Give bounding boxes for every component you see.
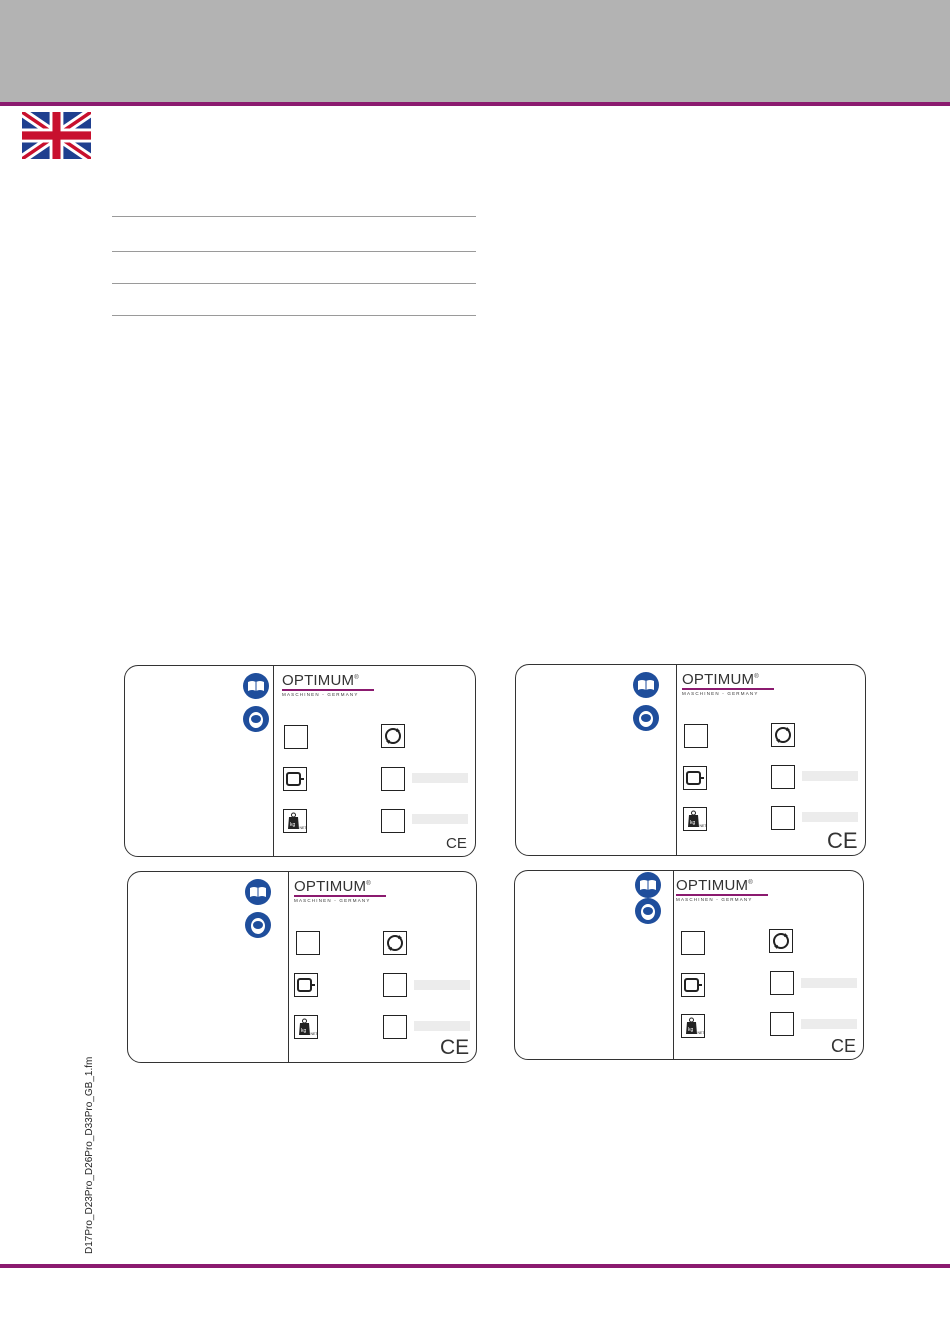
svg-text:NET: NET (697, 1031, 705, 1035)
form-line (112, 216, 476, 217)
value-box (771, 806, 795, 830)
optimum-logo: OPTIMUM® MASCHINEN - GERMANY (682, 670, 774, 696)
motor-icon (683, 766, 707, 790)
value-box (684, 724, 708, 748)
type-plate (515, 664, 866, 856)
value-field (414, 980, 470, 990)
value-box (381, 809, 405, 833)
type-plate (124, 665, 476, 857)
value-field (412, 814, 468, 824)
svg-text:NET: NET (699, 824, 707, 828)
weight-icon (683, 807, 707, 831)
form-line (112, 283, 476, 284)
rotation-icon (771, 723, 795, 747)
value-box (383, 973, 407, 997)
ce-mark: CE (440, 1036, 470, 1059)
header-band (0, 0, 950, 102)
optimum-logo: OPTIMUM® MASCHINEN - GERMANY (282, 671, 374, 697)
ce-mark: CE (831, 1036, 857, 1056)
face-protection-icon (243, 706, 269, 732)
svg-text:kg: kg (301, 1028, 307, 1034)
weight-icon (681, 1014, 705, 1038)
svg-text:kg: kg (688, 1027, 694, 1033)
svg-text:kg: kg (290, 822, 296, 828)
svg-text:kg: kg (690, 820, 696, 826)
value-box (770, 1012, 794, 1036)
svg-text:NET: NET (310, 1032, 318, 1036)
weight-icon (283, 809, 307, 833)
uk-flag-icon (22, 112, 91, 159)
ce-mark: CE (827, 828, 858, 853)
value-box (383, 1015, 407, 1039)
value-box (296, 931, 320, 955)
type-plate (127, 871, 477, 1063)
value-field (801, 978, 857, 988)
value-box (681, 931, 705, 955)
motor-icon (681, 973, 705, 997)
read-manual-icon (243, 673, 269, 699)
value-box (284, 725, 308, 749)
value-box (770, 971, 794, 995)
face-protection-icon (633, 705, 659, 731)
motor-icon (283, 767, 307, 791)
read-manual-icon (635, 872, 661, 898)
footer-rule (0, 1264, 950, 1268)
value-field (802, 771, 858, 781)
face-protection-icon (635, 898, 661, 924)
motor-icon (294, 973, 318, 997)
svg-text:NET: NET (299, 826, 307, 830)
optimum-logo: OPTIMUM® MASCHINEN - GERMANY (676, 876, 768, 902)
optimum-logo: OPTIMUM® MASCHINEN - GERMANY (294, 877, 386, 903)
value-field (412, 773, 468, 783)
read-manual-icon (245, 879, 271, 905)
header-rule (0, 102, 950, 106)
rotation-icon (381, 724, 405, 748)
face-protection-icon (245, 912, 271, 938)
form-line (112, 251, 476, 252)
type-plate (514, 870, 864, 1060)
ce-mark: CE (446, 835, 467, 852)
value-box (771, 765, 795, 789)
form-line (112, 315, 476, 316)
value-field (801, 1019, 857, 1029)
source-filename: D17Pro_D23Pro_D26Pro_D33Pro_GB_1.fm (84, 1056, 95, 1254)
value-box (381, 767, 405, 791)
read-manual-icon (633, 672, 659, 698)
weight-icon (294, 1015, 318, 1039)
value-field (414, 1021, 470, 1031)
value-field (802, 812, 858, 822)
rotation-icon (383, 931, 407, 955)
rotation-icon (769, 929, 793, 953)
